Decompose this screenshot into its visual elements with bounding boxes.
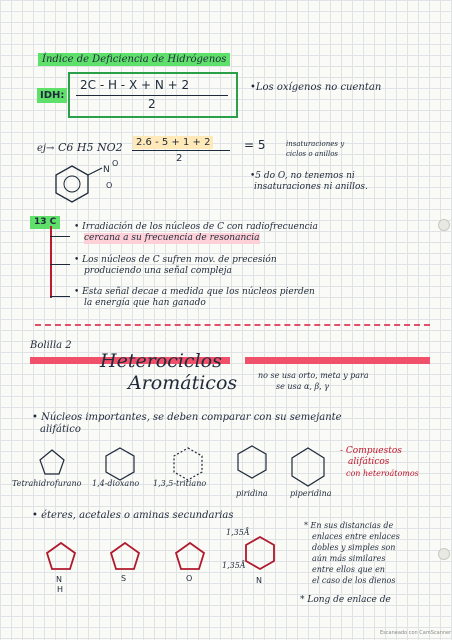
section-title: Aromáticos [128,372,238,394]
aromatic-note: * En sus distancias de [304,521,394,530]
saturated-heading: • Núcleos importantes, se deben comparar con su semejante [32,412,342,423]
bond-length-label: 1,35Å [226,528,250,537]
oxygen-note: insaturaciones ni anillos. [254,182,368,192]
pyridine-n-label: N [256,576,262,585]
ring-name: piperidina [290,489,332,498]
ring-name: Tetrahidrofurano [12,479,82,488]
section-title: Heterociclos [100,350,222,372]
nmr-bullet: la energía que han ganado [84,298,206,308]
thiophene-s-label: S [121,574,127,583]
section-note: se usa α, β, γ [276,382,329,391]
saturated-heading: alifático [40,424,81,435]
nmr-bullet: • Los núcleos de C sufren mov. de precesión [74,255,277,265]
unit-label: Bolilla 2 [30,340,72,351]
example-formula: C6 H5 NO2 [58,141,123,154]
example-numerator: 2.6 - 5 + 1 + 2 [133,136,213,149]
aromatic-note: entre ellos que en [312,565,385,574]
idh-note: •Los oxígenos no cuentan [250,82,382,93]
example-denominator: 2 [176,153,183,164]
ring-name: piridina [236,489,268,498]
bond-length-label: 1,35Å [222,561,246,570]
binder-hole [438,548,450,560]
aromatic-note: aún más similares [312,554,386,563]
example-result: = 5 [244,138,266,152]
example-result-note: insaturaciones y [286,140,345,148]
fraction-bar [132,150,230,151]
aromatic-heading: • éteres, acetales o aminas secundarias [32,510,234,521]
example-prefix: ej→ [37,143,55,154]
example-result-note: ciclos o anillos [286,150,338,158]
nitro-o-label: O [112,159,119,168]
nitrobenzene-structure [50,158,130,210]
pyrrole-h-label: H [57,585,64,594]
nitro-o-label: O [106,181,113,190]
arrow-line [50,236,70,237]
furan-o-label: O [186,574,193,583]
section-divider [35,324,430,326]
nmr-bullet: cercana a su frecuencia de resonancia [84,233,260,243]
nmr-bullet: produciendo una señal compleja [84,266,232,276]
nitro-n-label: N [103,165,110,175]
compound-note: alifáticos [348,457,390,467]
section-note: no se usa orto, meta y para [258,371,369,380]
idh-numerator: 2C - H - X + N + 2 [80,78,190,92]
idh-denominator: 2 [148,97,156,111]
compound-note: con heteroátomos [346,469,419,478]
arrow-line [50,296,70,297]
pink-band [245,357,430,364]
ring-name: 1,3,5-tritiano [153,479,207,488]
binder-hole [438,219,450,231]
nmr-bullet: • Esta señal decae a medida que los núcleos pierden [74,287,315,297]
aromatic-rings [35,525,295,600]
oxygen-note: •5 do O, no tenemos ni [250,171,355,181]
nmr-bullet: • Irradiación de los núcleos de C con radiofrecuencia [74,222,318,232]
aromatic-note: * Long de enlace de [300,595,391,605]
page-title: Índice de Deficiencia de Hidrógenos [38,53,230,66]
arrow-line [50,264,70,265]
aromatic-note: dobles y simples son [312,543,396,552]
compound-note: - Compuestos [340,446,402,456]
ring-name: 1,4-dioxano [92,479,140,488]
scanner-footer: Escaneado con CamScanner [380,630,452,636]
pyrrole-n-label: N [56,575,62,584]
idh-label: IDH: [37,88,67,103]
aromatic-note: el caso de los dienos [312,576,396,585]
nmr-label: 13 C [30,216,60,229]
aromatic-note: enlaces entre enlaces [312,532,400,541]
fraction-bar [76,95,228,96]
